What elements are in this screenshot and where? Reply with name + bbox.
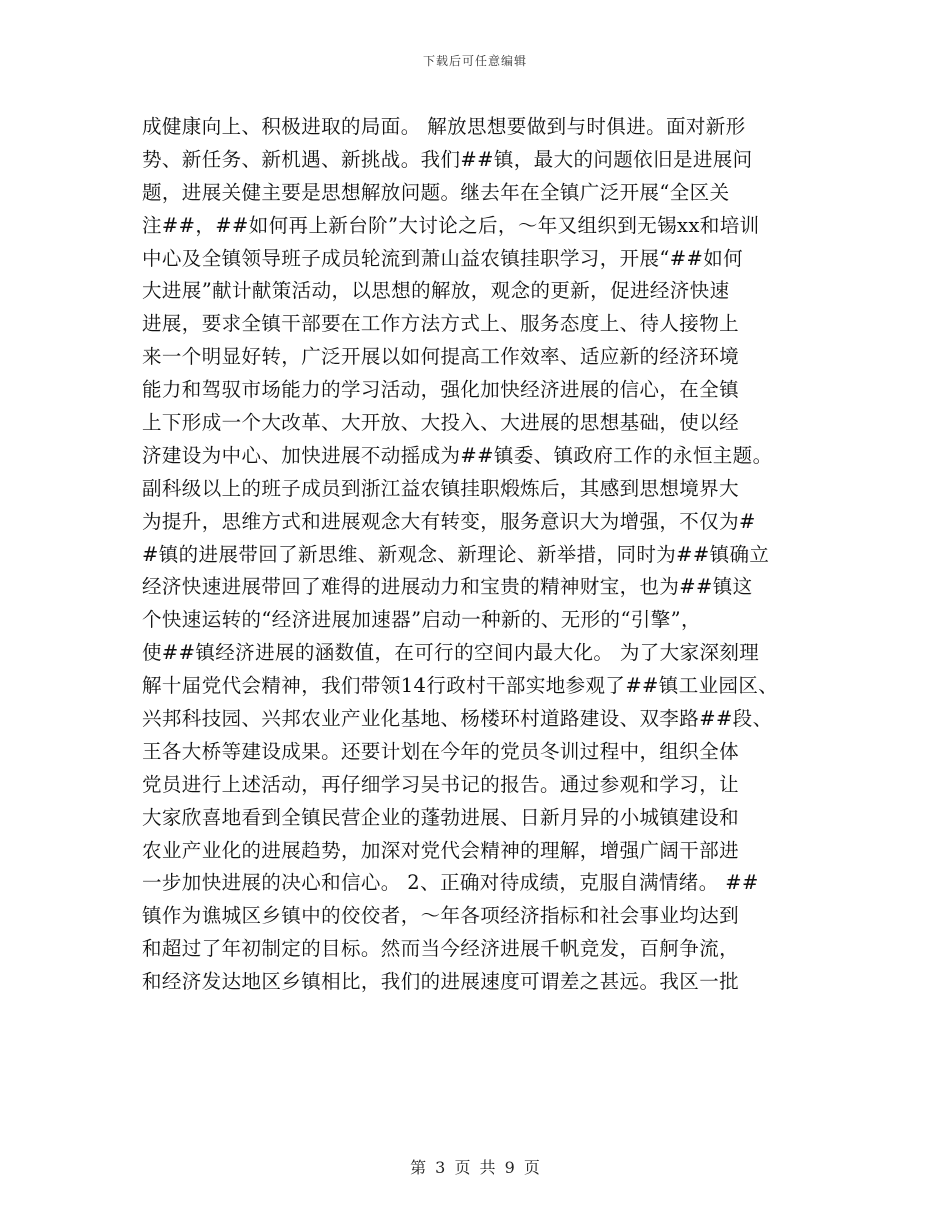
- text-line: 经济快速进展带回了难得的进展动力和宝贵的精神财宝，也为##镇这: [142, 575, 753, 599]
- text-line: 解十届党代会精神，我们带领14行政村干部实地参观了##镇工业园区、: [142, 674, 779, 698]
- text-line: 使##镇经济进展的涵数值，在可行的空间内最大化。 为了大家深刻理: [142, 641, 760, 665]
- text-line: 王各大桥等建设成果。还要计划在今年的党员冬训过程中，组织全体: [142, 739, 740, 763]
- body-text: [142, 111, 822, 999]
- text-line: 势、新任务、新机遇、新挑战。我们##镇，最大的问题依旧是进展问: [142, 147, 753, 171]
- text-line: 农业产业化的进展趋势，加深对党代会精神的理解，增强广阔干部进: [142, 838, 740, 862]
- text-line: 中心及全镇领导班子成员轮流到萧山益农镇挂职学习，开展“##如何: [142, 246, 744, 270]
- text-line: 党员进行上述活动，再仔细学习吴书记的报告。通过参观和学习，让: [142, 772, 740, 796]
- text-line: 进展，要求全镇干部要在工作方法方式上、服务态度上、待人接物上: [142, 312, 740, 336]
- page-header: 下载后可任意编辑: [422, 54, 527, 68]
- text-line: 一步加快进展的决心和信心。 2、正确对待成绩，克服自满情绪。 ##: [142, 871, 759, 895]
- text-line: #镇的进展带回了新思维、新观念、新理论、新举措，同时为##镇确立: [142, 542, 770, 566]
- text-line: 济建设为中心、加快进展不动摇成为##镇委、镇政府工作的永恒主题。: [142, 443, 773, 467]
- text-line: 大家欣喜地看到全镇民营企业的蓬勃进展、日新月异的小城镇建设和: [142, 805, 740, 829]
- text-line: 注##，##如何再上新台阶”大讨论之后，～年又组织到无锡xx和培训: [142, 213, 760, 237]
- text-line: 上下形成一个大改革、大开放、大投入、大进展的思想基础，使以经: [142, 411, 740, 435]
- text-line: 题，进展关健主要是思想解放问题。继去年在全镇广泛开展“全区关: [142, 180, 730, 204]
- text-line: 成健康向上、积极进取的局面。 解放思想要做到与时俱进。面对新形: [142, 115, 746, 138]
- text-line: 副科级以上的班子成员到浙江益农镇挂职煅炼后，其感到思想境界大: [142, 476, 740, 500]
- text-line: 能力和驾驭市场能力的学习活动，强化加快经济进展的信心，在全镇: [142, 378, 740, 402]
- text-line: 个快速运转的“经济进展加速器”启动一种新的、无形的“引擎”，: [142, 608, 701, 632]
- text-line: 和超过了年初制定的目标。然而当今经济进展千帆竞发，百舸争流，: [142, 937, 740, 961]
- text-line: 来一个明显好转，广泛开展以如何提高工作效率、适应新的经济环境: [142, 345, 740, 369]
- page-number-footer: 第 3 页 共 9 页: [410, 1158, 540, 1177]
- text-line: 兴邦科技园、兴邦农业产业化基地、杨楼环村道路建设、双李路##段、: [142, 707, 773, 731]
- text-line: 为提升，思维方式和进展观念大有转变，服务意识大为增强，不仅为#: [142, 509, 756, 533]
- text-line: 和经济发达地区乡镇相比，我们的进展速度可谓差之甚远。我区一批: [142, 970, 740, 994]
- text-line: 大进展”献计献策活动，以思想的解放，观念的更新，促进经济快速: [142, 279, 730, 303]
- text-line: 镇作为谯城区乡镇中的佼佼者，～年各项经济指标和社会事业均达到: [142, 904, 740, 928]
